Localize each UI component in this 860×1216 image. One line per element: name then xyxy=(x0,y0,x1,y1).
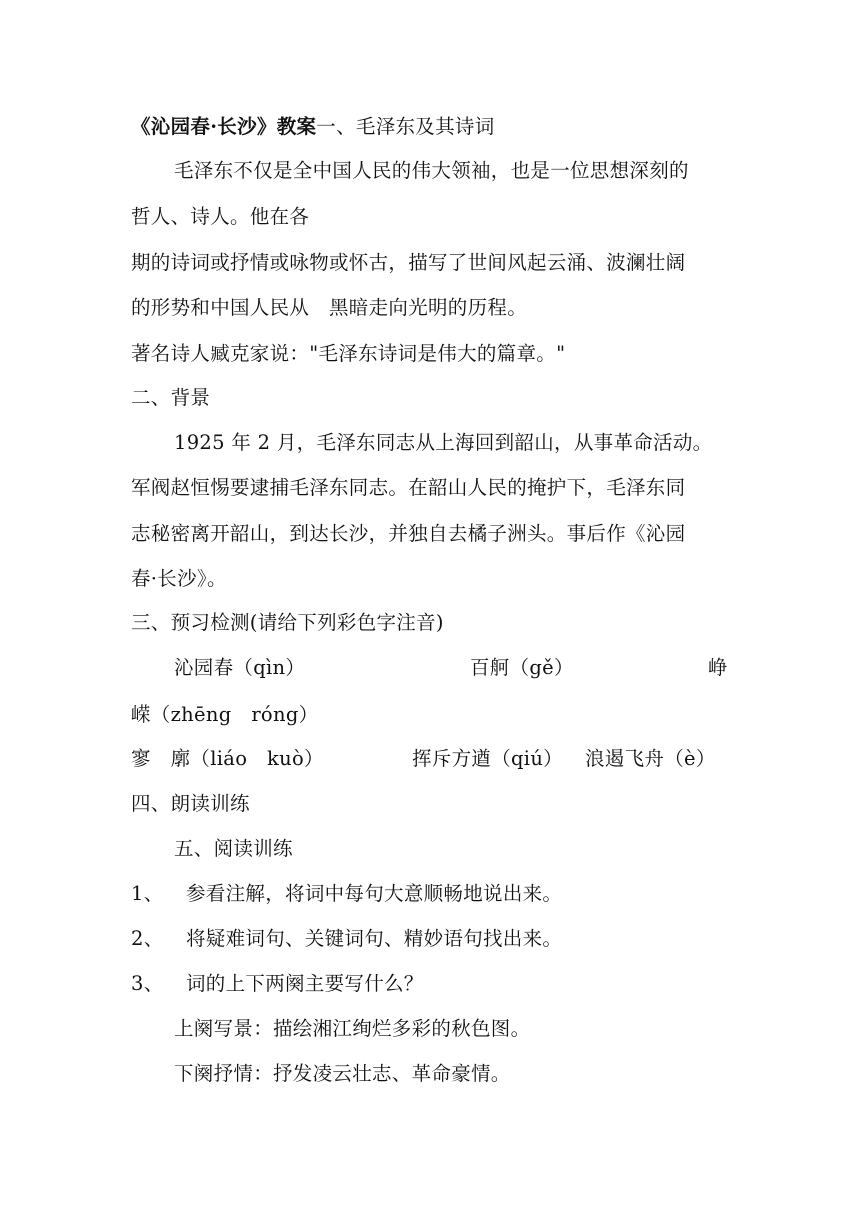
pinyin-item-zheng: 峥 xyxy=(708,656,728,679)
section-heading-4: 四、朗读训练 xyxy=(131,792,250,815)
paragraph-1-line-2: 哲人、诗人。他在各 xyxy=(131,205,310,228)
pinyin-item-qin: 沁园春（qìn） xyxy=(174,656,306,679)
list-number: 3、 xyxy=(131,972,164,995)
document-title xyxy=(131,114,495,140)
paragraph-1-line-1: 毛泽东不仅是全中国人民的伟大领袖，也是一位思想深刻的 xyxy=(174,159,689,182)
list-text: 参看注解， xyxy=(186,882,286,905)
pinyin-row-2: 嵘（zhēng róng） xyxy=(131,703,319,726)
list-number: 1、 xyxy=(131,882,164,905)
section-heading-1: 一、毛泽东及其诗词 xyxy=(316,115,495,138)
lower-stanza-note: 下阕抒情：抒发凌云壮志、革命豪情。 xyxy=(174,1062,511,1085)
section-heading-2: 二、背景 xyxy=(131,386,211,409)
paragraph-2-line-1-rest: 从上海回到韶山，从事革命活动。 xyxy=(415,431,713,454)
paragraph-1-line-3: 期的诗词或抒情或咏物或怀古，描写了世间风起云涌、波澜壮阔 xyxy=(131,251,686,274)
paragraph-2-line-4: 春·长沙》。 xyxy=(131,567,227,590)
section-heading-5: 五、阅读训练 xyxy=(174,837,293,860)
date-text: 1925 年 2 月， xyxy=(174,431,317,454)
list-text: 将疑难词句、关键词句、精妙语句找出来。 xyxy=(186,927,563,950)
paragraph-1-line-5: 著名诗人臧克家说："毛泽东诗词是伟大的篇章。" xyxy=(131,342,566,365)
title-bold: 《沁园春·长沙》教案 xyxy=(131,115,317,138)
pinyin-item-qiu: 挥斥方遒（qiú） xyxy=(412,747,563,770)
paragraph-1-line-4: 的形势和中国人民从 黑暗走向光明的历程。 xyxy=(131,296,528,319)
list-text: 词的上下两阕主要写什么？ xyxy=(186,972,424,995)
paragraph-2-line-3: 志秘密离开韶山，到达长沙，并独自去橘子洲头。事后作《沁园 xyxy=(131,522,686,545)
paragraph-2-line-1 xyxy=(174,430,712,456)
list-number: 2、 xyxy=(131,927,164,950)
paragraph-2-line-2: 军阀赵恒惕要逮捕毛泽东同志。在韶山人民的掩护下，毛泽东同 xyxy=(131,476,686,499)
list-text-rest: 大意顺畅地说出来。 xyxy=(384,882,563,905)
list-item xyxy=(131,881,562,907)
pinyin-item-liaokuo: 寥 廓（liáo kuò） xyxy=(131,747,324,770)
upper-stanza-note: 上阕写景：描绘湘江绚烂多彩的秋色图。 xyxy=(174,1017,531,1040)
pinyin-item-ge: 百舸（gě） xyxy=(470,656,574,679)
highlight-text: 将词中每句 xyxy=(285,882,385,905)
pinyin-item-e: 浪遏飞舟（è） xyxy=(585,747,716,770)
highlight-text: 毛泽东同志 xyxy=(316,431,416,454)
list-item xyxy=(131,971,424,997)
list-item xyxy=(131,926,562,952)
section-heading-3: 三、预习检测(请给下列彩色字注音) xyxy=(131,611,444,634)
